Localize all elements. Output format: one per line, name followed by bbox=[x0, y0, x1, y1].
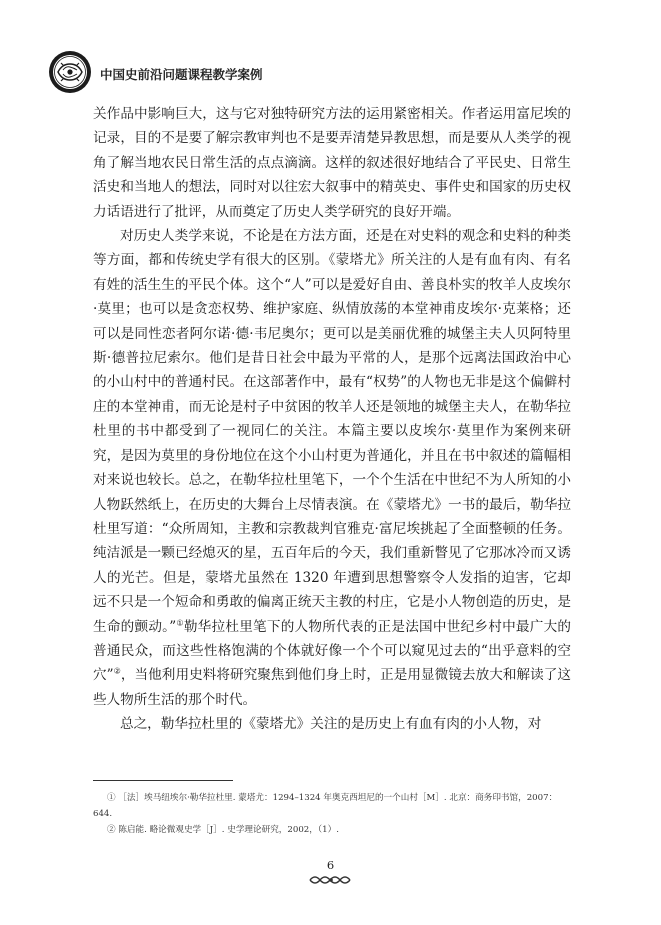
footnote-reference[interactable]: ① bbox=[176, 618, 184, 627]
university-seal-logo bbox=[48, 50, 92, 94]
paragraph-text: 勒华拉杜里笔下的人物所代表的正是法国中世纪乡村中最广大的普通民众，而这些性格饱满的个体就好像一个个可以窥见过去的“出乎意料的空穴” bbox=[93, 618, 572, 684]
footnotes bbox=[93, 790, 573, 838]
page-number: 6 bbox=[326, 858, 335, 872]
paragraph-text: ，当他利用史料将研究聚焦到他们身上时，正是用显微镜去放大和解读了这些人物所生活的那个时代。 bbox=[93, 667, 572, 708]
page-header bbox=[48, 50, 628, 94]
footnote-2: ② 陈启能. 略论微观史学［J］. 史学理论研究，2002，（1）. bbox=[107, 825, 339, 835]
paragraph bbox=[93, 712, 571, 736]
paragraph bbox=[93, 224, 571, 712]
paragraph-text: 对历史人类学来说，不论是在方法方面，还是在对史料的观念和史料的种类等方面，都和传统史学有很大的区别。《蒙塔尤》所关注的人是有血有肉、有名有姓的活生生的平民个体。这个“人”可以是爱好自由、善良朴实的牧羊人皮埃尔·莫里；也可以是贪恋权势、维护家庭、纵情放荡的本堂神甫皮埃尔·克莱格；还可以是同性恋者阿尔诺·德·韦尼奥尔；更可以是美丽优雅的城堡主夫人贝阿特里斯·德普拉尼索尔。他们是昔日社会中最为平常的人，是那个远离法国政治中心的小山村中的普通村民。在这部著作中，最有“权势”的人物也无非是这个偏僻村庄的本堂神甫，而无论是村子中贫困的牧羊人还是领地的城堡主夫人，在勒华拉杜里的书中都受到了一视同仁的关注。本篇主要以皮埃尔·莫里作为案例来研究，是因为莫里的身份地位在这个小山村更为普通化，并且在书中叙述的篇幅相对来说也较长。总之，在勒华拉杜里笔下，一个个生活在中世纪不为人所知的小人物跃然纸上，在历史的大舞台上尽情表演。在《蒙塔尤》一书的最后，勒华拉杜里写道：“众所周知，主教和宗教裁判官雅克·富尼埃挑起了全面整顿的任务。纯洁派是一颗已经熄灭的星，五百年后的今天，我们重新瞥见了它那冰冷而又诱人的光芒。但是，蒙塔尤虽然在 1320 年遭到思想警察令人发指的迫害，它却远不只是一个短命和勇敢的偏离正统天主教的村庄，它是小人物创造的历史，是生命的颤动。” bbox=[93, 228, 571, 635]
body-text bbox=[93, 102, 571, 737]
page-ornament bbox=[308, 873, 354, 887]
paragraph bbox=[93, 102, 571, 224]
paragraph-text: 总之，勒华拉杜里的《蒙塔尤》关注的是历史上有血有肉的小人物，对 bbox=[120, 716, 542, 733]
footnote-reference[interactable]: ② bbox=[113, 666, 121, 676]
footnote-divider bbox=[93, 780, 233, 781]
paragraph-text: 关作品中影响巨大，这与它对独特研究方法的运用紧密相关。作者运用富尼埃的记录，目的不是要了解宗教审判也不是要弄清楚异教思想，而是要从人类学的视角了解当地农民日常生活的点点滴滴。这样的叙述很好地结合了平民史、日常生活史和当地人的想法，同时对以往宏大叙事中的精英史、事件史和国家的历史权力话语进行了批评，从而奠定了历史人类学研究的良好开端。 bbox=[93, 106, 571, 220]
footnote-1: ① ［法］埃马纽埃尔·勒华拉杜里. 蒙塔尤：1294–1324 年奥克西坦尼的一个山村［M］. 北京：商务印书馆，2007：644. bbox=[93, 793, 558, 819]
header-title: 中国史前沿问题课程教学案例 bbox=[100, 67, 263, 82]
